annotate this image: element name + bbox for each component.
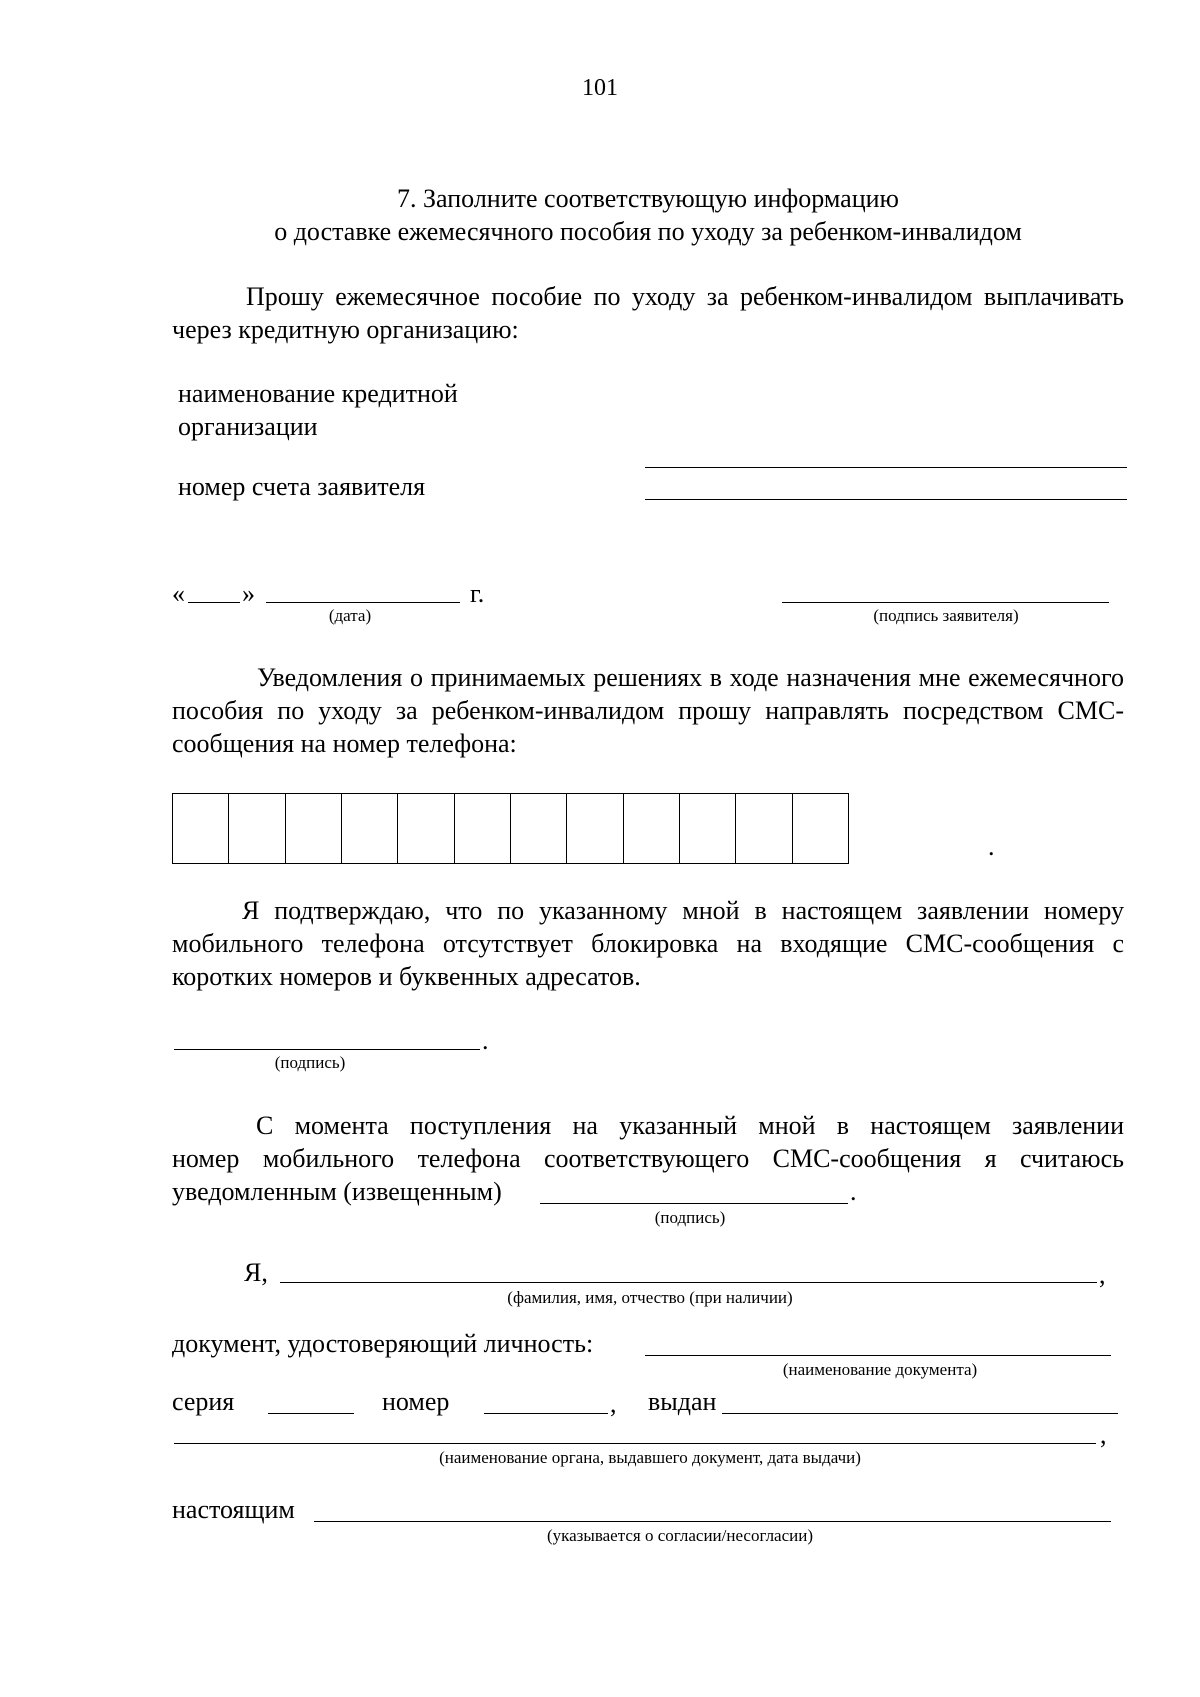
date-year-suffix: г. xyxy=(470,579,485,608)
notified-line2: номер мобильного телефона соответствующего СМС-сообщения я считаюсь xyxy=(172,1144,1124,1173)
date-close-quote: » xyxy=(242,579,255,608)
notified-end-period: . xyxy=(850,1177,857,1206)
issued-field[interactable] xyxy=(722,1413,1118,1414)
issuer-comma: , xyxy=(1100,1420,1107,1449)
series-field[interactable] xyxy=(268,1413,354,1414)
fio-comma: , xyxy=(1099,1260,1106,1289)
date-caption: (дата) xyxy=(328,606,372,625)
phone-digit-cell[interactable] xyxy=(342,794,398,863)
phone-digit-cell[interactable] xyxy=(736,794,792,863)
id-document-field[interactable] xyxy=(645,1355,1111,1356)
phone-digit-cell[interactable] xyxy=(286,794,342,863)
issued-comma: , xyxy=(610,1389,617,1418)
sms-paragraph: Уведомления о принимаемых решениях в ходе назначения мне ежемесячного пособия по уходу за ребенком-инвалидом прошу направлять посредством СМС-сообщения на номер телефона: xyxy=(172,663,1124,758)
section-title-line1: 7. Заполните соответствующую информацию xyxy=(397,184,899,213)
account-number-field[interactable] xyxy=(645,499,1127,500)
phone-digit-cell[interactable] xyxy=(511,794,567,863)
confirm-signature-caption: (подпись) xyxy=(274,1053,346,1072)
consent-field[interactable] xyxy=(314,1521,1111,1522)
phone-digit-cell[interactable] xyxy=(680,794,736,863)
bank-name-field[interactable] xyxy=(645,467,1127,468)
date-day-field[interactable] xyxy=(188,602,240,603)
phone-digit-cell[interactable] xyxy=(173,794,229,863)
phone-end-period: . xyxy=(988,832,995,861)
applicant-signature-field[interactable] xyxy=(782,602,1109,603)
consent-caption: (указывается о согласии/несогласии) xyxy=(546,1526,814,1545)
series-label: серия xyxy=(172,1387,235,1416)
phone-digit-cell[interactable] xyxy=(624,794,680,863)
phone-number-boxes[interactable] xyxy=(172,793,849,864)
id-document-label: документ, удостоверяющий личность: xyxy=(172,1329,594,1358)
phone-digit-cell[interactable] xyxy=(229,794,285,863)
notified-line3: уведомленным (извещенным) xyxy=(172,1177,502,1206)
phone-digit-cell[interactable] xyxy=(455,794,511,863)
notified-signature-field[interactable] xyxy=(540,1203,848,1204)
confirm-paragraph: Я подтверждаю, что по указанному мной в настоящем заявлении номеру мобильного телефона отсутствует блокировка на входящие СМС-сообщения с коротких номеров и буквенных адресатов. xyxy=(172,896,1124,991)
fio-caption: (фамилия, имя, отчество (при наличии) xyxy=(507,1288,793,1307)
issuer-field[interactable] xyxy=(174,1443,1096,1444)
confirm-signature-field[interactable] xyxy=(174,1049,480,1050)
applicant-signature-caption: (подпись заявителя) xyxy=(873,606,1019,625)
phone-digit-cell[interactable] xyxy=(567,794,623,863)
issuer-caption: (наименование органа, выдавшего документ, дата выдачи) xyxy=(439,1448,861,1467)
consent-label: настоящим xyxy=(172,1495,295,1524)
bank-name-label-line2: организации xyxy=(178,412,318,441)
confirm-end-period: . xyxy=(482,1026,489,1055)
number-label: номер xyxy=(382,1387,450,1416)
date-month-field[interactable] xyxy=(266,602,460,603)
section-title-line2: о доставке ежемесячного пособия по уходу за ребенком-инвалидом xyxy=(274,217,1022,246)
id-document-caption: (наименование документа) xyxy=(782,1360,978,1379)
notified-signature-caption: (подпись) xyxy=(654,1208,726,1227)
date-open-quote: « xyxy=(172,579,185,608)
i-label: Я, xyxy=(244,1258,268,1287)
issued-label: выдан xyxy=(648,1387,717,1416)
notified-line1: С момента поступления на указанный мной в настоящем заявлении xyxy=(256,1111,1124,1140)
fio-field[interactable] xyxy=(280,1282,1097,1283)
phone-digit-cell[interactable] xyxy=(398,794,454,863)
number-field[interactable] xyxy=(484,1413,608,1414)
page-number: 101 xyxy=(582,75,618,101)
request-line2: через кредитную организацию: xyxy=(172,315,519,344)
request-line1: Прошу ежемесячное пособие по уходу за ребенком-инвалидом выплачивать xyxy=(246,282,1124,311)
account-number-label: номер счета заявителя xyxy=(178,472,426,501)
bank-name-label-line1: наименование кредитной xyxy=(178,379,458,408)
phone-digit-cell[interactable] xyxy=(793,794,848,863)
